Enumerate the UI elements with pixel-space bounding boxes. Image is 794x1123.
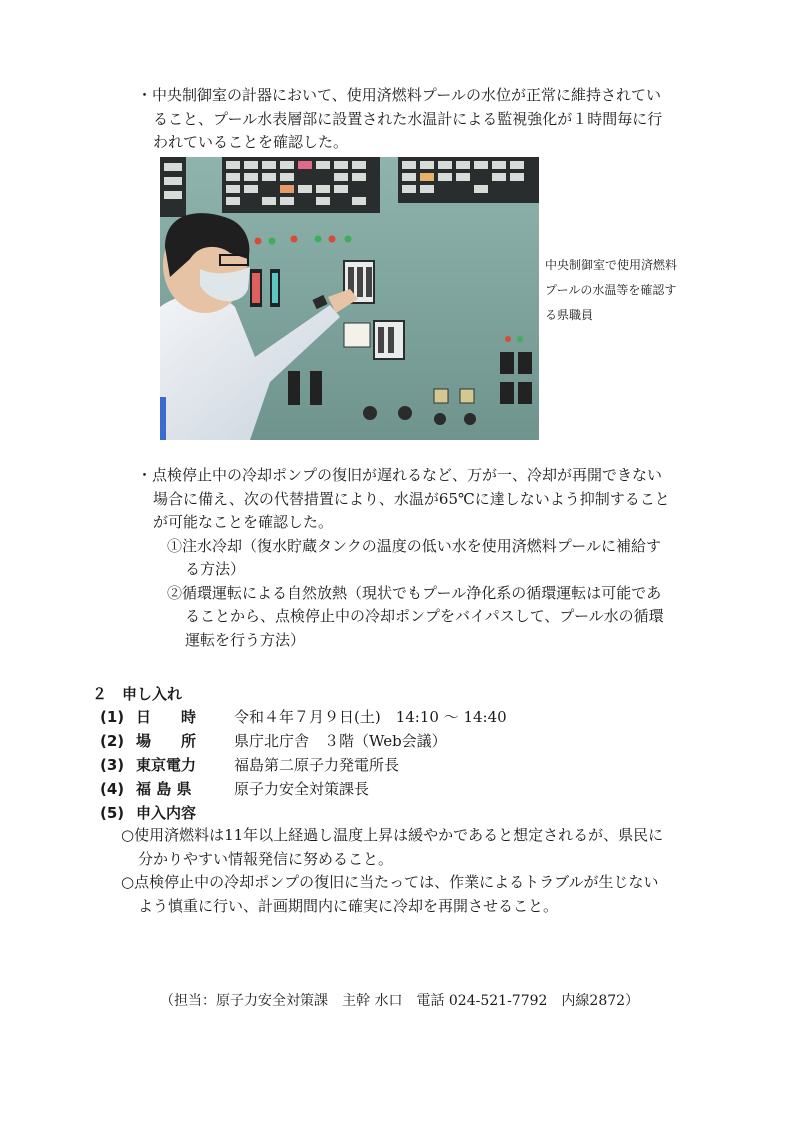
text-line: が可能なことを確認した。 bbox=[153, 513, 334, 531]
row-label: 日 時 bbox=[136, 708, 197, 726]
row-label: 福 島 県 bbox=[136, 780, 192, 798]
row-label: 東京電力 bbox=[136, 756, 197, 774]
text-line: われていることを確認した。 bbox=[153, 133, 349, 151]
bullet-paragraph-2 bbox=[137, 464, 717, 652]
row-number: (4) bbox=[100, 780, 125, 798]
text-line: ること、プール水表層部に設置された水温計による監視強化が１時間毎に行 bbox=[153, 109, 663, 128]
text-line: ・点検停止中の冷却ポンプの復旧が遅れるなど、万が一、冷却が再開できない bbox=[137, 466, 663, 484]
contact-footer: （担当：原子力安全対策課 主幹 水口 電話 024-521-7792 内線2872） bbox=[160, 993, 640, 1009]
detail-row-date bbox=[100, 705, 507, 729]
detail-row-tepco bbox=[100, 753, 399, 777]
caption-line: る県職員 bbox=[545, 308, 594, 322]
text-line: ・中央制御室の計器において、使用済燃料プールの水位が正常に維持されてい bbox=[137, 86, 661, 104]
detail-row-content bbox=[100, 801, 234, 825]
request-item-2: ○点検停止中の冷却ポンプの復旧に当たっては、作業によるトラブルが生じない bbox=[121, 873, 659, 891]
row-number: (1) bbox=[100, 708, 125, 726]
request-item-1: ○使用済燃料は11年以上経過し温度上昇は緩やかであると想定されるが、県民に bbox=[121, 826, 664, 844]
measure-item-2-cont: 運転を行う方法） bbox=[185, 630, 306, 649]
detail-row-place bbox=[100, 729, 447, 753]
measure-item-2-cont: ることから、点検停止中の冷却ポンプをバイパスして、プール水の循環 bbox=[185, 607, 664, 625]
row-value: 福島第二原子力発電所長 bbox=[234, 756, 400, 774]
bullet-paragraph-1 bbox=[137, 84, 717, 155]
row-label: 申入内容 bbox=[136, 804, 197, 822]
photo-caption bbox=[545, 253, 715, 328]
row-value: 原子力安全対策課長 bbox=[234, 780, 370, 798]
caption-line: プールの水温等を確認す bbox=[545, 283, 677, 297]
row-label: 場 所 bbox=[136, 732, 197, 750]
request-list bbox=[121, 824, 721, 918]
row-number: (2) bbox=[100, 732, 125, 750]
control-room-photo bbox=[160, 157, 539, 440]
measure-item-1: ①注水冷却（復水貯蔵タンクの温度の低い水を使用済燃料プールに補給す bbox=[167, 536, 661, 555]
caption-line: 中央制御室で使用済燃料 bbox=[545, 258, 678, 272]
section-heading: ２ 申し入れ bbox=[92, 685, 183, 703]
row-number: (3) bbox=[100, 756, 125, 774]
row-number: (5) bbox=[100, 804, 125, 822]
measure-item-1-cont: る方法） bbox=[185, 560, 246, 578]
detail-row-prefecture bbox=[100, 777, 369, 801]
row-value: 令和４年７月９日(土) 14:10 ～ 14:40 bbox=[234, 708, 507, 726]
row-value: 県庁北庁舎 ３階（Web会議） bbox=[234, 732, 447, 750]
request-item-2-cont: よう慎重に行い、計画期間内に確実に冷却を再開させること。 bbox=[138, 896, 559, 915]
request-item-1-cont: 分かりやすい情報発信に努めること。 bbox=[138, 849, 394, 868]
text-line: 場合に備え、次の代替措置により、水温が65℃に達しないよう抑制すること bbox=[153, 489, 670, 508]
measure-item-2: ②循環運転による自然放熱（現状でもプール浄化系の循環運転は可能であ bbox=[167, 583, 662, 602]
